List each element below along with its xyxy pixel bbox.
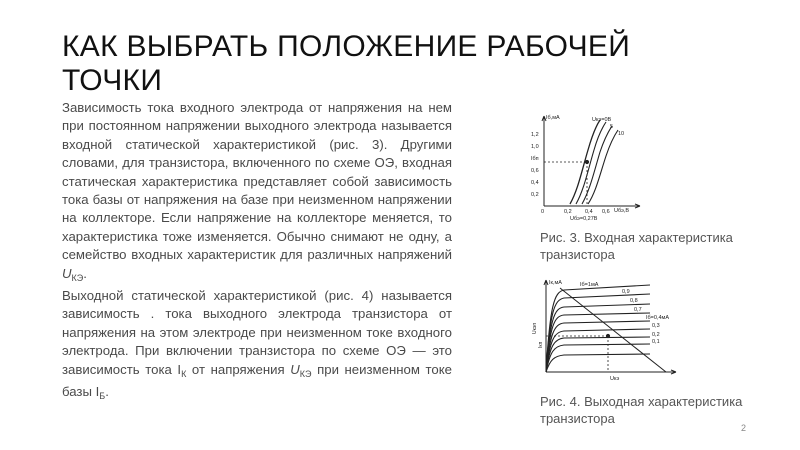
figure3-graph	[530, 110, 645, 222]
fig3-x-tick-2: 0,4	[585, 209, 593, 215]
fig3-curve-label-2: 10	[618, 131, 625, 137]
fig3-operating-label: Uбэ=0,27В	[570, 216, 598, 222]
paragraph2-text2: от напряжения	[186, 361, 291, 377]
fig4-curve-5	[546, 329, 650, 372]
paragraph1-end: .	[83, 265, 87, 281]
fig3-y-tick-5: 0,2	[531, 192, 539, 198]
page-number: 2	[740, 423, 746, 433]
fig4-y-label: Iк,мА	[549, 280, 562, 286]
figure4-output-characteristic	[530, 276, 680, 386]
paragraph-input-characteristic	[62, 99, 452, 287]
fig4-curve-label-2: 0,8	[630, 298, 638, 304]
slide-title-line2: ТОЧКИ	[62, 64, 163, 97]
fig3-curve-1	[576, 122, 606, 204]
paragraph2-text3: при неизменном токе базы I	[62, 361, 452, 400]
paragraph2-sub1: К	[181, 368, 187, 379]
fig4-curve-label-3: 0,7	[634, 307, 642, 313]
paragraph2-end: .	[105, 384, 109, 400]
paragraph1-var-sub: КЭ	[71, 272, 84, 283]
fig4-curve-label-1: 0,9	[622, 289, 630, 295]
fig4-curve-7	[546, 344, 650, 372]
paragraph2-var: U	[290, 361, 300, 377]
fig4-x-label: Uкэ	[610, 376, 620, 382]
paragraph1-var: U	[62, 265, 72, 281]
fig4-left-label-0: Uкэп	[532, 322, 538, 334]
fig3-y-tick-3: 0,6	[531, 168, 539, 174]
fig4-curve-label-5: 0,3	[652, 323, 660, 329]
fig3-x-tick-1: 0,2	[564, 209, 572, 215]
fig3-curve-label-1: 5	[610, 124, 614, 130]
fig3-y-tick-4: 0,4	[531, 180, 539, 186]
fig3-y-tick-0: 1,2	[531, 132, 539, 138]
fig3-y-tick-1: 1,0	[531, 144, 539, 150]
fig3-curve-3	[588, 130, 618, 204]
fig3-curve-label-0: Uкэ=0В	[592, 117, 612, 123]
fig3-x-tick-3: 0,6	[602, 209, 610, 215]
paragraph1-text: Зависимость тока входного электрода от напряжения на нем при постоянном напряжении выходного электрода называется входной статической характеристикой (рис. 3). Другими словами, для транзистора, включенного по схеме ОЭ, входная статическая характеристика представляет собой зависимость тока базы от напряжения на базе при неизменном напряжении на коллекторе. Если напряжение на коллекторе меняется, то характеристика тоже изменяется. Обычно снимают не одну, а семейство входных характеристик для различных напряжений	[62, 100, 452, 263]
fig3-y-label: Iб,мА	[546, 115, 560, 121]
fig3-ip-label: Iбп	[531, 156, 539, 162]
fig4-load-line	[560, 288, 666, 372]
fig3-curve-2	[582, 126, 612, 204]
paragraph2-text1: Выходной статической характеристикой (рис. 4) называется зависимость . тока выходного электрода транзистора от напряжения на этом электроде при неизменном токе входного электрода. При включении транзистора по схеме ОЭ — это зависимость тока I	[62, 288, 452, 377]
fig3-operating-point	[585, 160, 588, 163]
figure3-caption: Рис. 3. Входная характеристика транзистора	[540, 230, 733, 262]
fig4-left-label-1: Iкп	[538, 341, 544, 348]
paragraph2-var-sub: КЭ	[299, 368, 312, 379]
fig4-curve-label-7: 0,1	[652, 339, 660, 345]
fig3-x-label: Uбэ,В	[614, 208, 630, 214]
fig4-curve-8	[546, 354, 650, 372]
figure4-caption: Рис. 4. Выходная характеристика транзистора	[540, 394, 743, 426]
fig4-operating-point	[606, 334, 609, 337]
fig4-curve-label-4: Iб=0,4мА	[646, 315, 669, 321]
slide-title	[62, 30, 742, 98]
figure3-input-characteristic	[530, 110, 645, 222]
fig3-x-tick-0: 0	[541, 209, 545, 215]
paragraph2-sub2: Б	[99, 391, 106, 402]
fig4-curve-label-6: 0,2	[652, 332, 660, 338]
paragraph-output-characteristic	[62, 287, 452, 405]
slide-title-line1: КАК ВЫБРАТЬ ПОЛОЖЕНИЕ РАБОЧЕЙ	[62, 30, 631, 63]
figure4-graph	[530, 276, 680, 386]
fig4-curve-label-0: Iб=1мА	[580, 282, 599, 288]
body-text	[62, 99, 452, 406]
